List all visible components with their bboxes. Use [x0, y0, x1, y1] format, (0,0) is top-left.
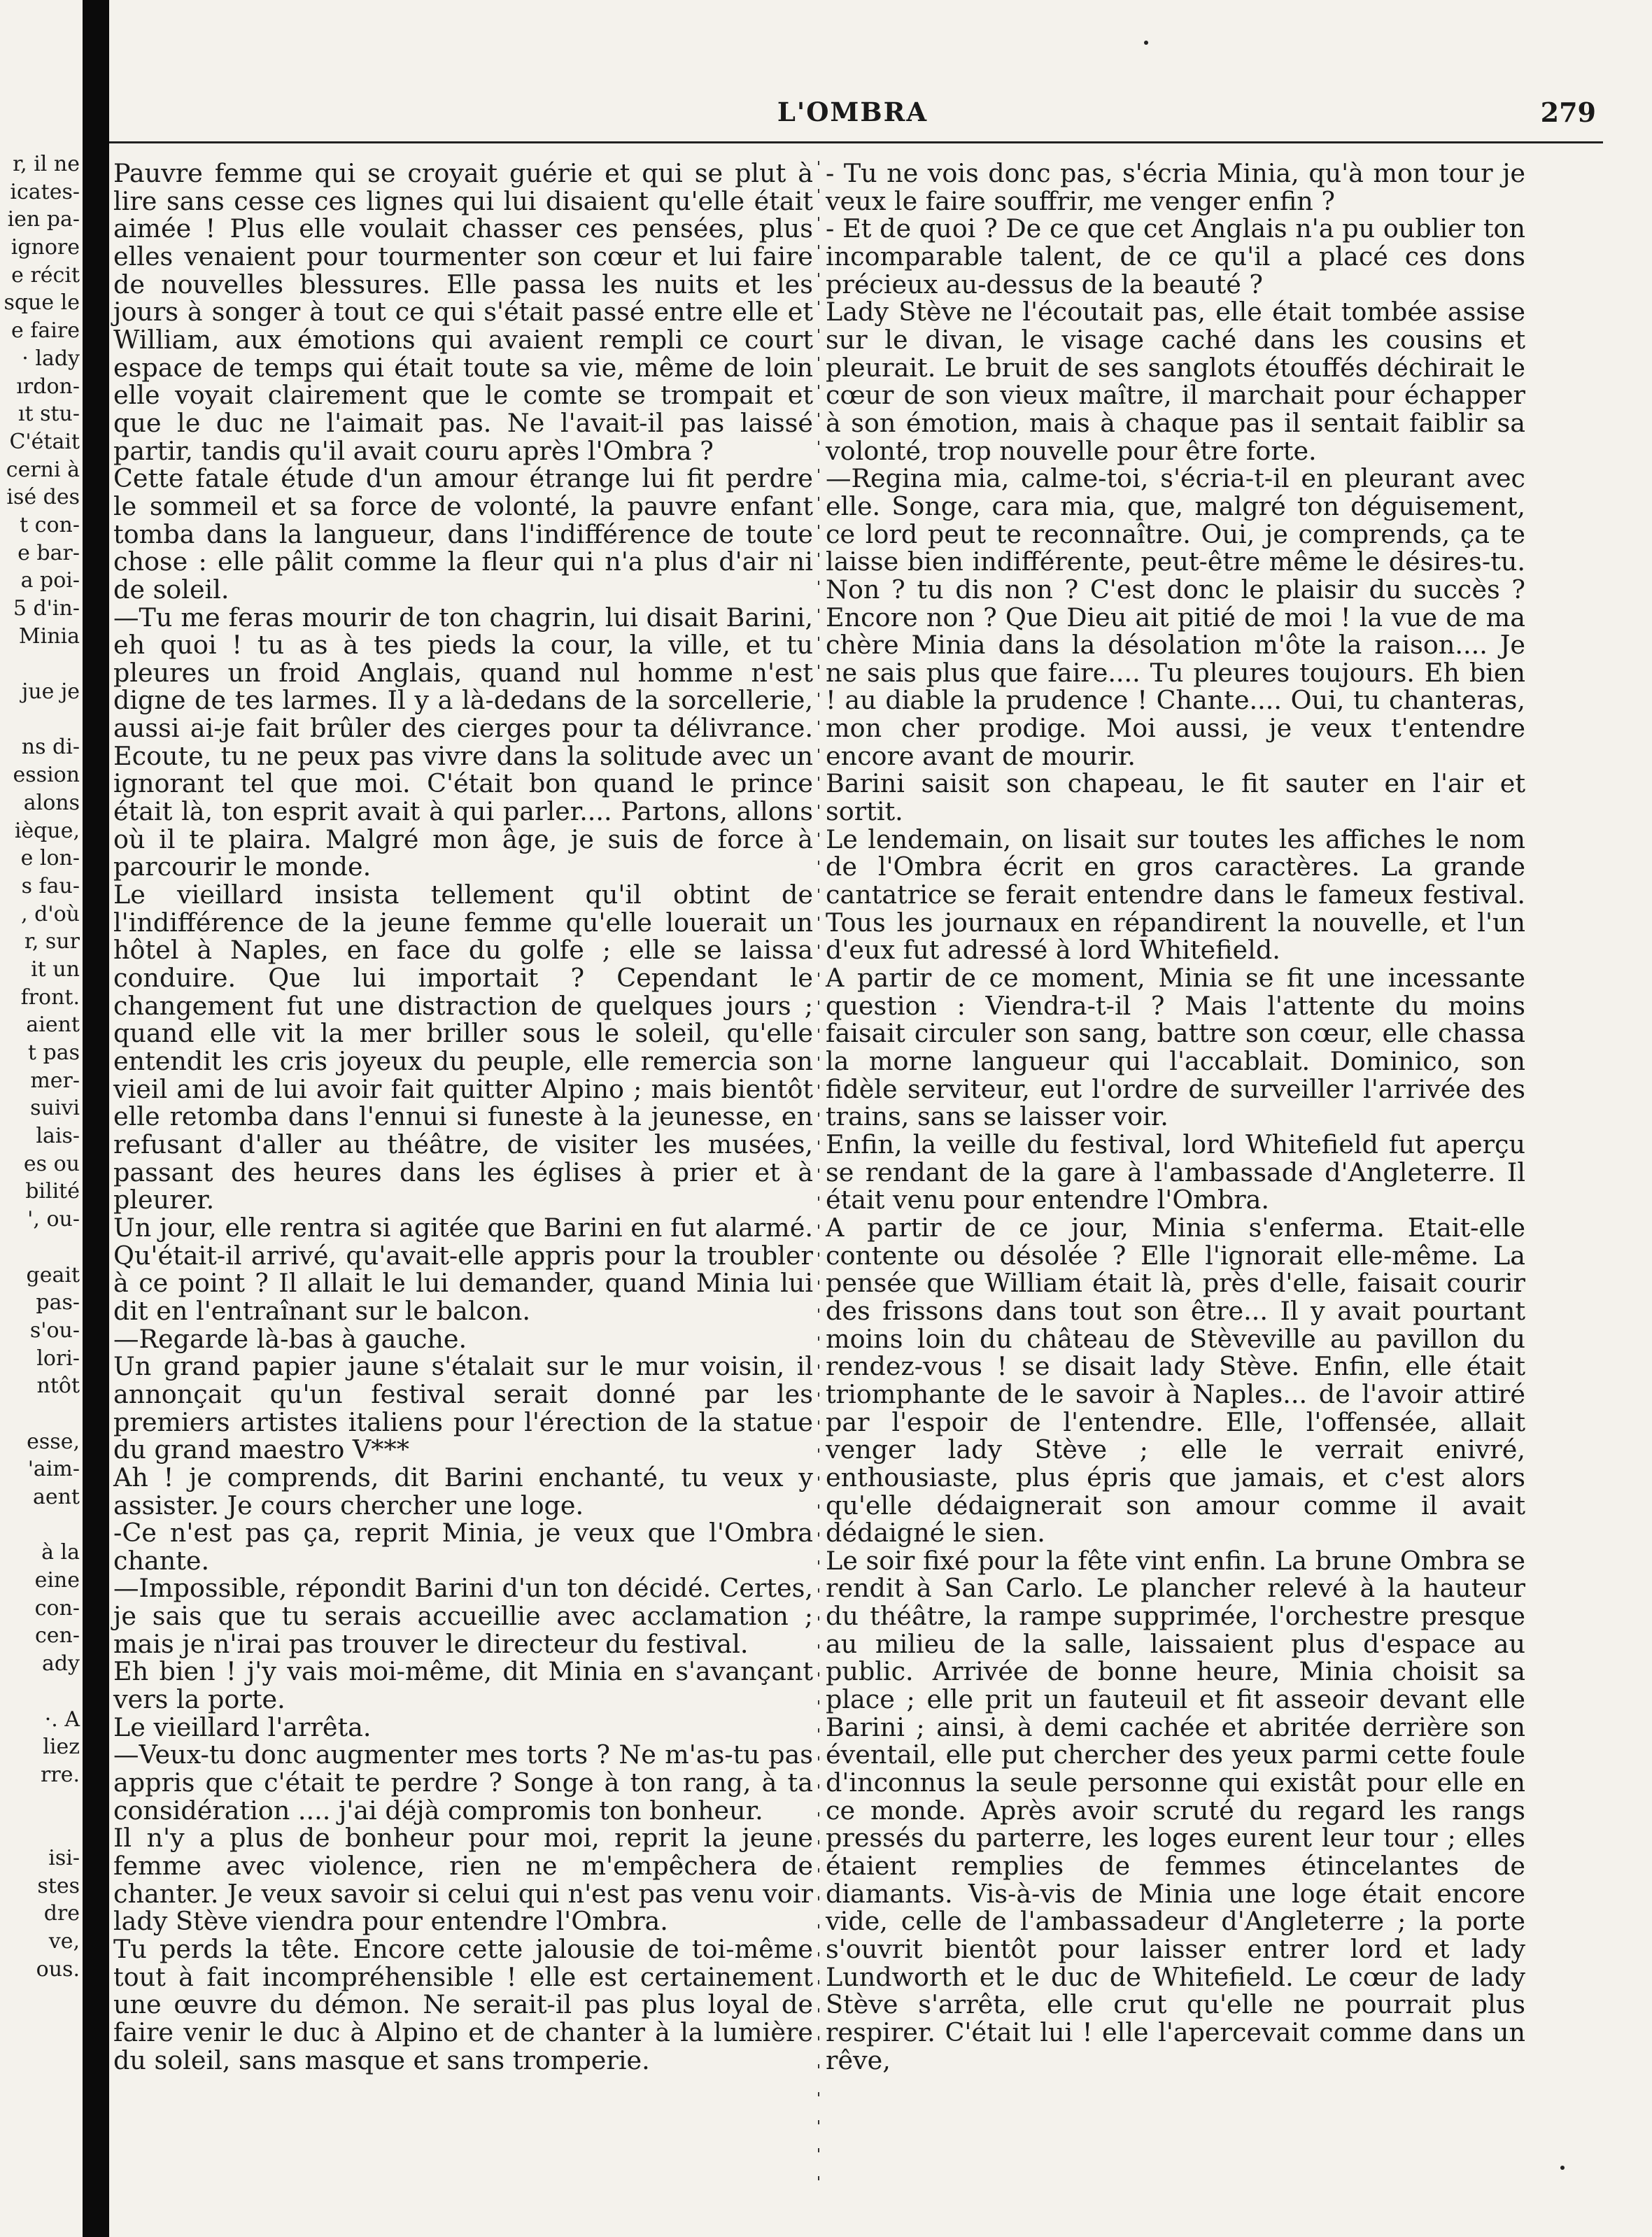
- margin-fragment: mer-: [30, 1068, 80, 1093]
- paragraph: - Tu ne vois donc pas, s'écria Minia, qu'à mon tour je veux le faire souffrir, me venger enfin ?: [826, 158, 1525, 216]
- margin-fragment: 5 d'in-: [13, 596, 80, 621]
- margin-fragment: it un: [31, 957, 80, 982]
- margin-fragment: eine: [34, 1568, 80, 1593]
- margin-fragment: stes: [37, 1873, 80, 1898]
- margin-fragment: , d'où: [21, 901, 80, 926]
- margin-fragment: ns di-: [21, 735, 80, 760]
- margin-fragment: ırdon-: [16, 374, 80, 399]
- paragraph: Le soir fixé pour la fête vint enfin. La brune Ombra se rendit à San Carlo. Le plancher relevé à la hauteur du théâtre, la rampe supprimée, l'orchestre presque au milieu de la salle, laissaient plus d'espace au public. Arrivée de bonne heure, Minia choisit sa place ; elle prit un fauteuil et fit asseoir devant elle Barini ; ainsi, à demi cachée et abritée derrière son éventail, elle put chercher des yeux parmi cette foule d'inconnus la seule personne qui existât pour elle en ce monde. Après avoir scruté du regard les rangs pressés du parterre, les loges eurent leur tour ; elles étaient remplies de femmes étincelantes de diamants. Vis-à-vis de Minia une loge était encore vide, celle de l'ambassadeur d'Angleterre ; la porte s'ouvrit bientôt pour laisser entrer lord et lady Lundworth et le duc de Whitefield. Le cœur de lady Stève s'arrêta, elle crut qu'elle ne pourrait plus respirer. C'était lui ! elle l'apercevait comme dans un rêve,: [826, 1545, 1525, 2075]
- paragraph: Le vieillard l'arrêta.: [113, 1712, 372, 1742]
- paragraph: - Et de quoi ? De ce que cet Anglais n'a pu oublier ton incomparable talent, de ce qu'il a placé ces dons précieux au-dessus de la beauté ?: [826, 213, 1525, 299]
- margin-fragment: ve,: [48, 1929, 80, 1954]
- paragraph: Le vieillard insista tellement qu'il obtint de l'indifférence de la jeune femme qu'elle louerait un hôtel à Naples, en face du golfe ; elle se laissa conduire. Que lui importait ? Cependant le changement fut une distraction de quelques jours ; quand elle vit la mer briller sous le soleil, qu'elle entendit les cris joyeux du peuple, elle remercia son vieil ami de lui avoir fait quitter Alpino ; mais bientôt elle retomba dans l'ennui si funeste à la jeunesse, en refusant d'aller au théâtre, de visiter les musées, passant des heures dans les églises à prier et à pleurer.: [113, 880, 813, 1215]
- margin-fragment: ien pa-: [7, 207, 80, 232]
- paragraph: Tu perds la tête. Encore cette jalousie de toi-même tout à fait incompréhensible ! elle est certainement une œuvre du démon. Ne serait-il pas plus loyal de faire venir le duc à Alpino et de chanter à la lumière du soleil, sans masque et sans tromperie.: [113, 1934, 813, 2075]
- paragraph: Enfin, la veille du festival, lord Whitefield fut aperçu se rendant de la gare à l'ambassade d'Angleterre. Il était venu pour entendre l'Ombra.: [826, 1129, 1525, 1215]
- paragraph: Il n'y a plus de bonheur pour moi, reprit la jeune femme avec violence, rien ne m'empêchera de chanter. Je veux savoir si celui qui n'est pas venu voir lady Stève viendra pour entendre l'Ombra.: [113, 1823, 813, 1937]
- margin-fragment: cen-: [34, 1623, 80, 1649]
- column-divider: [818, 161, 819, 2197]
- paragraph: Pauvre femme qui se croyait guérie et qui se plut à lire sans cesse ces lignes qui lui disaient qu'elle était aimée ! Plus elle voulait chasser ces pensées, plus elles venaient pour tourmenter son cœur et lui faire de nouvelles blessures. Elle passa les nuits et les jours à songer à tout ce qui s'était passé entre elle et William, aux émotions qui avaient rempli ce court espace de temps qui était toute sa vie, même de loin elle voyait clairement que le comte se trompait et que le duc ne l'aimait pas. Ne l'avait-il pas laissé partir, tandis qu'il avait couru après l'Ombra ?: [113, 158, 813, 466]
- margin-fragment: aient: [26, 1012, 80, 1038]
- margin-fragment: jue je: [22, 679, 80, 705]
- margin-fragment: ', ou-: [27, 1207, 80, 1232]
- paragraph: Eh bien ! j'y vais moi-même, dit Minia en s'avançant vers la porte.: [113, 1656, 813, 1715]
- margin-fragment: [0, 1234, 83, 1262]
- margin-fragment: r, sur: [24, 929, 80, 954]
- margin-fragment: r, il ne: [13, 152, 80, 176]
- margin-fragment: [0, 706, 83, 734]
- print-speck: [1144, 41, 1148, 45]
- margin-fragment: e bar-: [17, 540, 80, 565]
- margin-fragment: à la: [41, 1540, 80, 1565]
- margin-fragment: ous.: [36, 1956, 80, 1982]
- margin-fragment: ·. A: [44, 1707, 80, 1732]
- previous-page-margin: [0, 150, 83, 2222]
- margin-fragment: cerni à: [6, 457, 80, 482]
- text-column-left: [113, 160, 813, 2074]
- margin-fragment: e faire: [11, 318, 80, 344]
- print-speck: [1560, 2166, 1565, 2170]
- margin-fragment: [0, 1400, 83, 1428]
- margin-fragment: s'ou-: [29, 1318, 80, 1343]
- margin-fragment: ady: [41, 1651, 80, 1677]
- margin-fragment: t con-: [20, 512, 80, 537]
- margin-fragment: isé des: [6, 485, 80, 510]
- margin-fragment: icates-: [10, 179, 80, 204]
- margin-fragment: geait: [26, 1262, 80, 1287]
- header-rule: [109, 141, 1603, 143]
- margin-fragment: isi-: [48, 1845, 80, 1870]
- margin-fragment: rre.: [41, 1762, 80, 1787]
- margin-fragment: Minia: [18, 623, 80, 649]
- page-binding-edge: [83, 0, 109, 2237]
- paragraph: —Tu me feras mourir de ton chagrin, lui disait Barini, eh quoi ! tu as à tes pieds la cour, la ville, et tu pleures un froid Anglais, quand nul homme n'est digne de tes larmes. Il y a là-dedans de la sorcellerie, aussi ai-je fait brûler des cierges pour ta délivrance. Ecoute, tu ne peux pas vivre dans la solitude avec un ignorant tel que moi. C'était bon quand le prince était là, ton esprit avait à qui parler.... Partons, allons où il te plaira. Malgré mon âge, je suis de force à parcourir le monde.: [113, 602, 813, 882]
- paragraph: —Impossible, répondit Barini d'un ton décidé. Certes, je sais que tu serais accueillie avec acclamation ; mais je n'irai pas trouver le directeur du festival.: [113, 1573, 813, 1659]
- margin-fragment: esse,: [27, 1429, 80, 1454]
- margin-fragment: pas-: [36, 1290, 80, 1315]
- paragraph: Cette fatale étude d'un amour étrange lui fit perdre le sommeil et sa force de volonté, la pauvre enfant tomba dans la langueur, dans l'indifférence de toute chose : elle pâlit comme la fleur qui n'a plus d'air ni de soleil.: [113, 463, 813, 605]
- margin-fragment: con-: [34, 1595, 80, 1621]
- margin-fragment: bilité: [25, 1179, 80, 1204]
- paragraph: —Veux-tu donc augmenter mes torts ? Ne m'as-tu pas appris que c'était te perdre ? Songe à ton rang, à ta considération .... j'ai déjà compromis ton bonheur.: [113, 1740, 813, 1826]
- margin-fragment: ignore: [10, 235, 80, 260]
- paragraph: Lady Stève ne l'écoutait pas, elle était tombée assise sur le divan, le visage caché dans les cousins et pleurait. Le bruit de ses sanglots étouffés déchirait le cœur de son vieux maître, il marchait pour échapper à son émotion, mais à chaque pas il sentait faiblir sa volonté, trop nouvelle pour être forte.: [826, 297, 1525, 466]
- paragraph: —Regarde là-bas à gauche.: [113, 1323, 467, 1354]
- margin-fragment: alons: [23, 790, 80, 815]
- page-number: 279: [1540, 97, 1596, 128]
- margin-fragment: front.: [20, 985, 80, 1010]
- running-title: L'OMBRA: [777, 97, 929, 127]
- margin-fragment: ıt stu-: [17, 402, 80, 427]
- margin-fragment: 'aim-: [27, 1457, 80, 1482]
- margin-fragment: C'était: [9, 429, 80, 454]
- paragraph: Le lendemain, on lisait sur toutes les affiches le nom de l'Ombra écrit en gros caractères. La grande cantatrice se ferait entendre dans le fameux festival. Tous les journaux en répandirent la nouvelle, et l'un d'eux fut adressé à lord Whitefield.: [826, 824, 1525, 966]
- margin-fragment: [0, 1789, 83, 1817]
- margin-fragment: e lon-: [20, 846, 80, 871]
- margin-fragment: s fau-: [21, 873, 80, 898]
- margin-fragment: ession: [13, 763, 80, 788]
- margin-fragment: lori-: [36, 1346, 80, 1371]
- paragraph: -Ce n'est pas ça, reprit Minia, je veux que l'Ombra chante.: [113, 1518, 813, 1576]
- text-column-right: [826, 160, 1525, 2074]
- margin-fragment: aent: [32, 1485, 80, 1509]
- margin-fragment: suivi: [30, 1096, 80, 1121]
- paragraph: —Regina mia, calme-toi, s'écria-t-il en pleurant avec elle. Songe, cara mia, que, malgré ton déguisement, ce lord peut te reconnaître. Oui, je comprends, ça te laisse bien indifférente, peut-être même le désires-tu. Non ? tu dis non ? C'est donc le plaisir du succès ? Encore non ? Que Dieu ait pitié de moi ! la vue de ma chère Minia dans la désolation m'ôte la raison.... Je ne sais plus que faire.... Tu pleures toujours. Eh bien ! au diable la prudence ! Chante.... Oui, tu chanteras, mon cher prodige. Moi aussi, je veux t'entendre encore avant de mourir.: [826, 463, 1525, 771]
- margin-fragment: [0, 1816, 83, 1844]
- paragraph: Ah ! je comprends, dit Barini enchanté, tu veux y assister. Je cours chercher une loge.: [113, 1462, 813, 1520]
- paragraph: A partir de ce jour, Minia s'enferma. Etait-elle contente ou désolée ? Elle l'ignorait elle-même. La pensée que William était là, près d'elle, faisait courir des frissons dans tout son être... Il y avait pourtant moins loin du château de Stèveville au pavillon du rendez-vous ! se disait lady Stève. Enfin, elle était triomphante de le savoir à Naples... de l'avoir attiré par l'espoir de l'entendre. Elle, l'offensée, allait venger lady Stève ; elle le verrait enivré, enthousiaste, plus épris que jamais, et c'est alors qu'elle dédaignerait son amour comme il avait dédaigné le sien.: [826, 1212, 1525, 1548]
- margin-fragment: e récit: [11, 262, 80, 288]
- margin-fragment: sque le: [3, 290, 80, 316]
- margin-fragment: a poi-: [20, 568, 80, 593]
- margin-fragment: liez: [43, 1735, 80, 1760]
- margin-fragment: t pas: [27, 1040, 80, 1065]
- margin-fragment: lais-: [36, 1124, 80, 1149]
- margin-fragment: es ou: [23, 1151, 80, 1176]
- paragraph: Barini saisit son chapeau, le fit sauter en l'air et sortit.: [826, 768, 1525, 827]
- margin-fragment: [0, 1511, 83, 1539]
- margin-fragment: [0, 1678, 83, 1706]
- margin-fragment: [0, 650, 83, 678]
- margin-fragment: · lady: [22, 346, 80, 371]
- margin-fragment: ièque,: [14, 818, 80, 843]
- margin-fragment: ntôt: [36, 1374, 80, 1399]
- paragraph: Un jour, elle rentra si agitée que Barini en fut alarmé. Qu'était-il arrivé, qu'avait-elle appris pour la troubler à ce point ? Il allait le lui demander, quand Minia lui dit en l'entraînant sur le balcon.: [113, 1212, 813, 1326]
- page-header: [109, 97, 1596, 139]
- paragraph: Un grand papier jaune s'étalait sur le mur voisin, il annonçait qu'un festival serait donné par les premiers artistes italiens pour l'érection de la statue du grand maestro V***: [113, 1351, 813, 1465]
- paragraph: A partir de ce moment, Minia se fit une incessante question : Viendra-t-il ? Mais l'attente du moins faisait circuler son sang, battre son cœur, elle chassa la morne langueur qui l'accablait. Dominico, son fidèle serviteur, eut l'ordre de surveiller l'arrivée des trains, sans se laisser voir.: [826, 963, 1525, 1132]
- margin-fragment: dre: [43, 1901, 80, 1926]
